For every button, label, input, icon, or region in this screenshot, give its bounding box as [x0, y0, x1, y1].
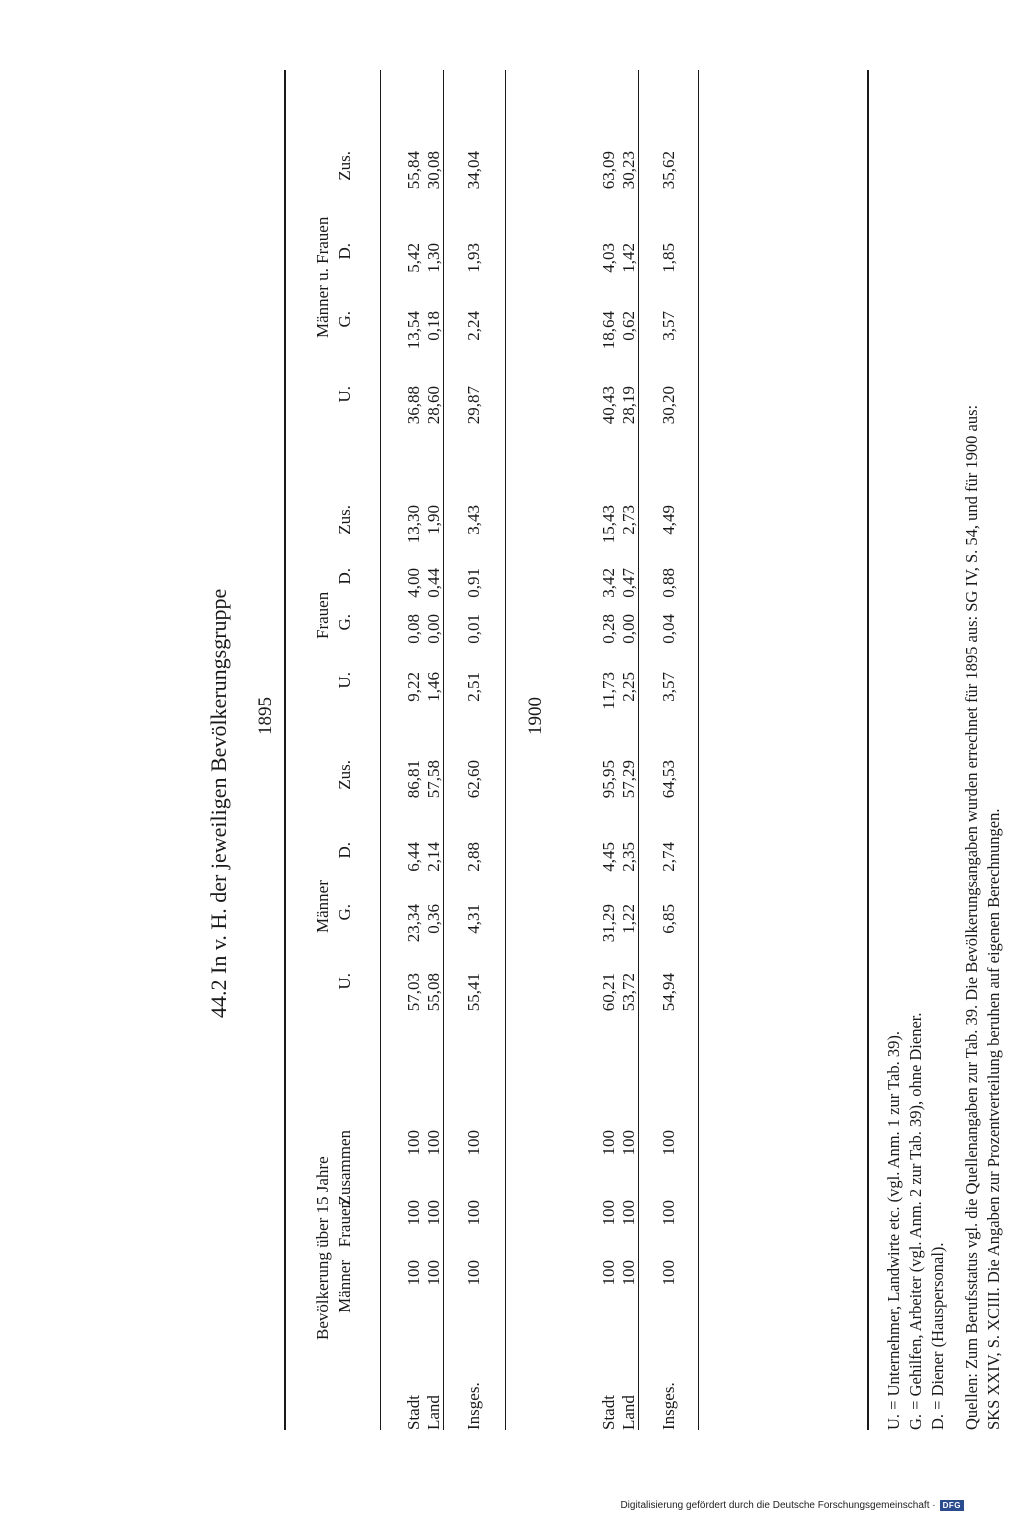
table-cell: 4,31: [464, 904, 483, 934]
table-cell: 34,04: [464, 151, 483, 190]
table-cell: 55,08: [424, 973, 443, 1012]
table-cell: 0,62: [619, 311, 638, 341]
table-cell: 100: [404, 1200, 423, 1226]
table-cell: 100: [619, 1130, 638, 1156]
header-group-maenner: Männer: [313, 880, 332, 933]
table-cell: 1,30: [424, 243, 443, 273]
section-rule: [443, 70, 444, 1430]
table-cell: 28,60: [424, 386, 443, 425]
table-cell: 30,20: [659, 386, 678, 425]
header-rule: [380, 70, 381, 1430]
column-header-f-d: D.: [335, 568, 354, 585]
column-header-m-d: D.: [335, 842, 354, 859]
note-g: G. = Gehilfen, Arbeiter (vgl. Anm. 2 zur Tab. 39), ohne Diener.: [906, 1012, 925, 1430]
table-cell: 40,43: [599, 386, 618, 425]
dfg-logo: DFG: [940, 1500, 964, 1511]
table-cell: 2,73: [619, 505, 638, 535]
section-year: 1900: [525, 697, 546, 735]
table-cell: 55,41: [464, 973, 483, 1012]
top-rule: [284, 70, 286, 1430]
table-cell: 53,72: [619, 973, 638, 1012]
table-cell: 2,51: [464, 672, 483, 702]
table-cell: 100: [424, 1130, 443, 1156]
table-cell: 36,88: [404, 386, 423, 425]
table-cell: 28,19: [619, 386, 638, 425]
table-cell: 35,62: [659, 151, 678, 190]
table-cell: 3,43: [464, 505, 483, 535]
footer-text: Digitalisierung gefördert durch die Deutsche Forschungsgemeinschaft ·: [620, 1500, 936, 1511]
table-cell: 57,29: [619, 760, 638, 799]
table-cell: 1,42: [619, 243, 638, 273]
table-cell: 100: [404, 1130, 423, 1156]
table-cell: 100: [659, 1130, 678, 1156]
column-header-frauen: Frauen: [335, 1200, 354, 1248]
table-cell: 63,09: [599, 151, 618, 190]
table-cell: 0,00: [424, 614, 443, 644]
column-header-maenner: Männer: [335, 1260, 354, 1313]
table-cell: 4,00: [404, 568, 423, 598]
section-rule: [698, 70, 699, 1430]
table-cell: 9,22: [404, 672, 423, 702]
note-d: D. = Diener (Hauspersonal).: [928, 1242, 947, 1430]
table-cell: 100: [659, 1200, 678, 1226]
section-year: 1895: [255, 697, 276, 735]
table-cell: 100: [464, 1130, 483, 1156]
table-cell: 100: [599, 1260, 618, 1286]
table-cell: 13,30: [404, 505, 423, 544]
column-header-m-u: U.: [335, 973, 354, 990]
column-header-m-zus: Zus.: [335, 760, 354, 790]
row-label: Insges.: [464, 1382, 483, 1430]
table-cell: 100: [404, 1260, 423, 1286]
header-group-frauen: Frauen: [313, 591, 332, 639]
table-cell: 2,24: [464, 311, 483, 341]
table-cell: 100: [619, 1200, 638, 1226]
row-label: Land: [619, 1395, 638, 1430]
note-quellen-cont: SKS XXIV, S. XCIII. Die Angaben zur Prozentverteilung beruhen auf eigenen Berechnungen.: [984, 808, 1003, 1430]
column-header-f-zus: Zus.: [335, 505, 354, 535]
table-cell: 57,58: [424, 760, 443, 799]
table-cell: 1,90: [424, 505, 443, 535]
row-label: Insges.: [659, 1382, 678, 1430]
table-title: 44.2 In v. H. der jeweiligen Bevölkerungsgruppe: [206, 588, 231, 1018]
note-u: U. = Unternehmer, Landwirte etc. (vgl. Anm. 1 zur Tab. 39).: [884, 1031, 903, 1430]
section-rule: [505, 70, 506, 1430]
column-header-mf-zus: Zus.: [335, 151, 354, 181]
table-cell: 100: [464, 1200, 483, 1226]
table-cell: 0,00: [619, 614, 638, 644]
table-cell: 3,57: [659, 311, 678, 341]
table-cell: 100: [464, 1260, 483, 1286]
table-cell: 0,18: [424, 311, 443, 341]
table-cell: 4,03: [599, 243, 618, 273]
table-cell: 30,23: [619, 151, 638, 190]
table-cell: 6,44: [404, 842, 423, 872]
table-cell: 0,08: [404, 614, 423, 644]
table-cell: 2,25: [619, 672, 638, 702]
column-header-zusammen: Zusammen: [335, 1130, 354, 1206]
table-cell: 3,42: [599, 568, 618, 598]
table-cell: 100: [599, 1200, 618, 1226]
note-quellen: Quellen: Zum Berufsstatus vgl. die Quellenangaben zur Tab. 39. Die Bevölkerungsangaben wurden errechnet für 1895 aus: SG IV, S. 54, und für 1900 aus:: [962, 404, 981, 1430]
table-cell: 13,54: [404, 311, 423, 350]
table-cell: 95,95: [599, 760, 618, 799]
table-cell: 100: [424, 1260, 443, 1286]
table-cell: 15,43: [599, 505, 618, 544]
table-cell: 0,28: [599, 614, 618, 644]
table-cell: 5,42: [404, 243, 423, 273]
column-header-mf-d: D.: [335, 243, 354, 260]
table-cell: 6,85: [659, 904, 678, 934]
column-header-mf-g: G.: [335, 311, 354, 328]
column-header-m-g: G.: [335, 904, 354, 921]
table-cell: 64,53: [659, 760, 678, 799]
bottom-rule: [867, 70, 869, 1430]
column-header-f-u: U.: [335, 672, 354, 689]
table-cell: 30,08: [424, 151, 443, 190]
header-group-bevoelkerung: Bevölkerung über 15 Jahre: [313, 1156, 332, 1340]
table-cell: 11,73: [599, 672, 618, 710]
table-cell: 1,85: [659, 243, 678, 273]
table-cell: 1,22: [619, 904, 638, 934]
row-label: Land: [424, 1395, 443, 1430]
table-cell: 54,94: [659, 973, 678, 1012]
table-cell: 0,91: [464, 568, 483, 598]
rotated-table-page: [208, 70, 1028, 1430]
footer-credit: [620, 1500, 964, 1511]
table-cell: 29,87: [464, 386, 483, 425]
table-cell: 4,49: [659, 505, 678, 535]
table-cell: 57,03: [404, 973, 423, 1012]
table-cell: 0,88: [659, 568, 678, 598]
table-cell: 0,36: [424, 904, 443, 934]
table-cell: 100: [599, 1130, 618, 1156]
table-cell: 2,14: [424, 842, 443, 872]
table-cell: 4,45: [599, 842, 618, 872]
table-cell: 0,47: [619, 568, 638, 598]
column-header-f-g: G.: [335, 614, 354, 631]
table-cell: 31,29: [599, 904, 618, 943]
table-cell: 0,44: [424, 568, 443, 598]
row-label: Stadt: [404, 1395, 423, 1430]
table-cell: 2,88: [464, 842, 483, 872]
table-cell: 2,35: [619, 842, 638, 872]
table-cell: 18,64: [599, 311, 618, 350]
table-cell: 1,93: [464, 243, 483, 273]
table-cell: 3,57: [659, 672, 678, 702]
header-group-maenner-frauen: Männer u. Frauen: [313, 216, 332, 338]
table-cell: 1,46: [424, 672, 443, 702]
table-cell: 0,01: [464, 614, 483, 644]
table-cell: 55,84: [404, 151, 423, 190]
table-cell: 100: [619, 1260, 638, 1286]
table-cell: 100: [424, 1200, 443, 1226]
table-cell: 100: [659, 1260, 678, 1286]
table-cell: 2,74: [659, 842, 678, 872]
table-cell: 60,21: [599, 973, 618, 1012]
section-rule: [638, 70, 639, 1430]
column-header-mf-u: U.: [335, 386, 354, 403]
table-cell: 86,81: [404, 760, 423, 799]
row-label: Stadt: [599, 1395, 618, 1430]
table-cell: 23,34: [404, 904, 423, 943]
table-cell: 0,04: [659, 614, 678, 644]
table-cell: 62,60: [464, 760, 483, 799]
